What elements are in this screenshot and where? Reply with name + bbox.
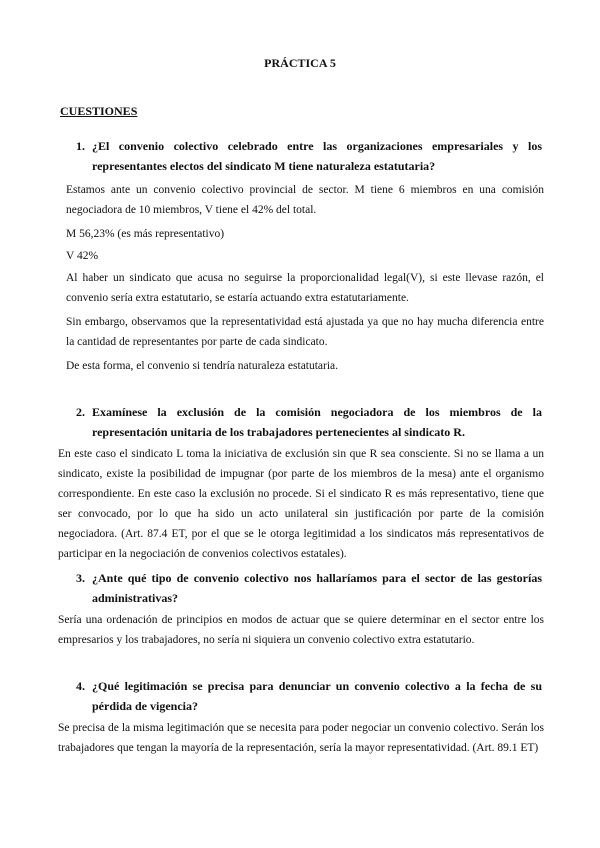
- answer-paragraph: Al haber un sindicato que acusa no seguirse la proporcionalidad legal(V), si este llevase razón, el convenio sería extra estatutario, se estaría actuando extra estatutariamente.: [66, 272, 544, 304]
- question-number: 4.: [76, 679, 85, 693]
- question-text: ¿Ante qué tipo de convenio colectivo nos hallaríamos para el sector de las gestorías administrativas?: [92, 571, 542, 605]
- answer-paragraph: De esta forma, el convenio si tendría naturaleza estatutaria.: [66, 360, 339, 372]
- question-text: Examínese la exclusión de la comisión negociadora de los miembros de la representación unitaria de los trabajadores pertenecientes al sindicato R.: [92, 405, 542, 439]
- section-heading: CUESTIONES: [60, 104, 138, 118]
- question-4: [76, 676, 542, 716]
- answer-paragraph: En este caso el sindicato L toma la iniciativa de exclusión sin que R sea consciente. Si no se llama a un sindicato, existe la posibilidad de impugnar (por parte de los miembros de la mesa) ante el organismo correspondiente. En este caso la exclusión no procede. Si el sindicato R es más representativo, tiene que ser convocado, por lo que ha sido un acto unilateral sin justificación por parte de la comisión negociadora. (Art. 87.4 ET, por el que se le otorga legitimidad a los sindicatos más representativos de participar en la negociación de convenios colectivos estatales).: [58, 448, 544, 560]
- question-3: [76, 568, 542, 608]
- page-title: PRÁCTICA 5: [264, 56, 336, 70]
- question-1: [76, 136, 542, 176]
- question-text: ¿El convenio colectivo celebrado entre las organizaciones empresariales y los representantes electos del sindicato M tiene naturaleza estatutaria?: [92, 139, 542, 173]
- answer-paragraph: Sin embargo, observamos que la representatividad está ajustada ya que no hay mucha diferencia entre la cantidad de representantes por parte de cada sindicato.: [66, 316, 544, 348]
- answer-paragraph: Se precisa de la misma legitimación que se necesita para poder negociar un convenio colectivo. Serán los trabajadores que tengan la mayoría de la representación, sería la mayor representatividad. (Art. 89.1 ET): [58, 722, 544, 754]
- question-2: [76, 402, 542, 442]
- answer-paragraph: V 42%: [66, 250, 99, 262]
- question-number: 2.: [76, 405, 85, 419]
- answer-paragraph: M 56,23% (es más representativo): [66, 228, 225, 240]
- question-text: ¿Qué legitimación se precisa para denunciar un convenio colectivo a la fecha de su pérdida de vigencia?: [92, 679, 542, 713]
- question-number: 3.: [76, 571, 85, 585]
- answer-paragraph: Estamos ante un convenio colectivo provincial de sector. M tiene 6 miembros en una comisión negociadora de 10 miembros, V tiene el 42% del total.: [66, 184, 544, 216]
- answer-paragraph: Sería una ordenación de principios en modos de actuar que se quiere determinar en el sector entre los empresarios y los trabajadores, no sería ni siquiera un convenio colectivo extra estatutario.: [58, 614, 544, 646]
- question-number: 1.: [76, 139, 85, 153]
